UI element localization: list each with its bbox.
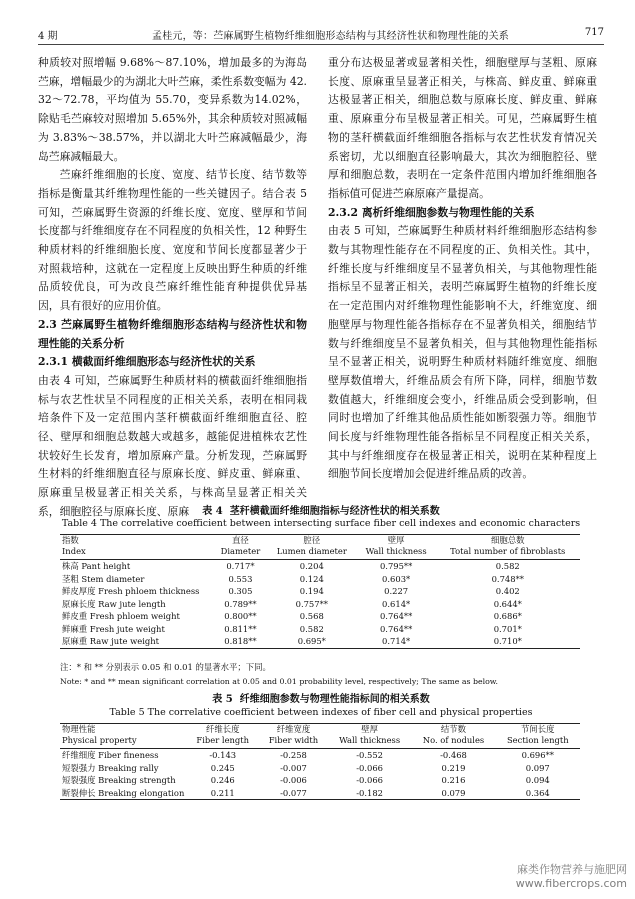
table-row: 鲜麻重 Fresh jute weight 0.811** 0.582 0.764** 0.701*	[62, 623, 522, 634]
header-rule	[38, 44, 604, 45]
table4-note-en: Note: * and ** mean significant correlation at 0.05 and 0.01 probability level, respectively; The same as below.	[60, 677, 499, 686]
table5-header-section: 节间长度 Section length	[496, 724, 580, 747]
paragraph: 苎麻纤维细胞的长度、宽度、结节长度、结节数等指标是衡量其纤维物理性能的一些关键因子。结合表 5 可知，苎麻属野生资源的纤维长度、宽度、壁厚和节间长度都与纤维细度存在不同程度的负相关性，12 种野生种质材料的纤维细胞长度、宽度和节间长度都显著少于对照栽培种，这就在一定程度上反映出野生种质的纤维品质较优良，可为改良苎麻纤维性能育种提供优异基因，具有很好的应用价值。	[38, 168, 307, 313]
table-row: 纤维细度 Fiber fineness -0.143 -0.258 -0.552 -0.468 0.696**	[62, 750, 554, 761]
table4-header-diameter: 直径 Diameter	[214, 535, 267, 558]
table-row: 原麻长度 Raw jute length 0.789** 0.757** 0.614* 0.644*	[62, 598, 522, 609]
table5-header-fiber-width: 纤维宽度 Fiber width	[259, 724, 328, 747]
table4-header-total: 细胞总数 Total number of fibroblasts	[436, 535, 580, 558]
issue-number: 4 期	[38, 31, 58, 42]
table-row: 茎粗 Stem diameter 0.553 0.124 0.603* 0.748**	[62, 573, 524, 584]
table4-header-wall: 壁厚 Wall thickness	[357, 535, 436, 558]
paragraph: 由表 5 可知，苎麻属野生种质材料纤维细胞形态结构参数与其物理性能存在不同程度的正、负相关性。其中，纤维长度与纤维细度呈不显著负相关，与其他物理性能指标呈不显著正相关，表明苎麻属野生植物的纤维长度在一定范围内对纤维物理性能影响不大，纤维宽度、细胞壁厚与物理性能各指标存在不显著负相关，细胞结节数与纤维细度呈不显著负相关，但与其他物理性能指标呈不显著正相关，说明野生种质材料随纤维宽度、细胞壁厚数值增大，纤维品质会有所下降，同样，细胞节数数值越大，纤维细度会变小，纤维品质会受到影响，但同时也增加了纤维其他品质性能如断裂强力等。细胞节间长度与纤维物理性能各指标呈不同程度正相关关系，其中与纤维细度存在极显著正相关，说明在某种程度上细胞节间长度增加会促进纤维品质的改善。	[328, 224, 597, 481]
page-number: 717	[584, 27, 604, 38]
table4-caption	[38, 502, 604, 517]
table5-caption-en: Table 5 The correlative coefficient between indexes of fiber cell and physical properties	[109, 707, 533, 718]
table5	[60, 723, 580, 800]
right-column	[328, 54, 597, 484]
table-row: 短裂强力 Breaking rally 0.245 -0.007 -0.066 0.219 0.097	[62, 762, 550, 773]
paragraph: 由表 4 可知，苎麻属野生种质材料的横截面纤维细胞指标与农艺性状呈不同程度的正相关关系，表明在相同栽培条件下及一定范围内茎秆横截面纤维细胞直径、腔径、壁厚和细胞总数越大或越多，越能促进植株农艺性状较好生长发育，增加原麻产量。分析发现，苎麻属野生材料的纤维细胞直径与原麻长度、鲜皮重、鲜麻重、原麻重呈极显著正相关关系，与株高呈显著正相关关系，细胞腔径与原麻长度、原麻	[38, 373, 307, 518]
running-title: 孟桂元，等：苎麻属野生植物纤维细胞形态结构与其经济性状和物理性能的关系	[152, 31, 509, 42]
table-row: 鲜皮重 Fresh phloem weight 0.800** 0.568 0.764** 0.686*	[62, 611, 522, 622]
table4-note-cn: 注：* 和 ** 分别表示 0.05 和 0.01 的显著水平；下同。	[60, 662, 271, 672]
table4	[60, 534, 580, 649]
paragraph: 重分布达极显著或显著相关性，细胞壁厚与茎粗、原麻长度、原麻重呈显著正相关，与株高、鲜皮重、鲜麻重达极显著正相关，细胞总数与原麻长度、鲜皮重、鲜麻重、原麻重分布呈极显著正相关。可见，苎麻属野生植物的茎秆横截面纤维细胞各指标与农艺性状发育情况关系密切，尤以细胞直径影响最大，其次为细胞腔径、壁厚和细胞总数，表明在一定条件范围内增加纤维细胞各指标值可促进苎麻原麻产量提高。	[328, 56, 597, 200]
table5-header-fiber-length: 纤维长度 Fiber length	[186, 724, 259, 747]
table4-caption-en: Table 4 The correlative coefficient between intersecting surface fiber cell indexes and economic characters	[61, 518, 581, 529]
paragraph: 种质较对照增幅 9.68%～87.10%，增加最多的为海岛苎麻，增幅最少的为湖北大叶苎麻，柔性系数变幅为 42.32～72.78，平均值为 55.70，变异系数为14.02%，除贴毛苎麻较对照增加 5.65%外，其余种质较对照减幅为 3.83%～38.57%，并以湖北大叶苎麻减幅最少，海岛苎麻减幅最大。	[38, 56, 307, 163]
watermark-line1: 麻类作物营养与施肥网	[517, 863, 627, 876]
site-watermark	[516, 863, 627, 891]
table4-header-lumen: 腔径 Lumen diameter	[267, 535, 357, 558]
table-row: 短裂强度 Breaking strength 0.246 -0.006 -0.066 0.216 0.094	[62, 775, 550, 786]
subsection-heading: 2.3.1 横截面纤维细胞形态与经济性状的关系	[38, 355, 256, 369]
table5-caption	[38, 690, 604, 705]
table4-label: 表 4	[202, 506, 223, 517]
table-row: 鲜皮厚度 Fresh phloem thickness 0.305 0.194 0.227 0.402	[62, 586, 520, 597]
left-column	[38, 54, 307, 522]
table-row: 原麻重 Raw jute weight 0.818** 0.695* 0.714* 0.710*	[60, 635, 580, 648]
table-row: 株高 Pant height 0.717* 0.204 0.795** 0.582	[62, 561, 520, 572]
table-row: 断裂伸长 Breaking elongation 0.211 -0.077 -0.182 0.079 0.364	[60, 787, 580, 800]
table5-header-wall: 壁厚 Wall thickness	[328, 724, 412, 747]
section-heading: 2.3 苎麻属野生植物纤维细胞形态结构与经济性状和物理性能的关系分析	[38, 317, 307, 350]
table5-header-property: 物理性能 Physical property	[60, 724, 186, 747]
watermark-line2: www.fibercrops.com	[515, 877, 627, 890]
table5-header-nodules: 结节数 No. of nodules	[411, 724, 495, 747]
subsection-heading: 2.3.2 离析纤维细胞参数与物理性能的关系	[328, 205, 535, 219]
table4-header-index: 指数 Index	[60, 535, 214, 558]
table5-title: 纤维细胞参数与物理性能指标间的相关系数	[239, 694, 430, 705]
table4-title: 茎秆横截面纤维细胞指标与经济性状的相关系数	[229, 506, 440, 517]
table5-label: 表 5	[212, 694, 233, 705]
running-header	[38, 27, 604, 41]
